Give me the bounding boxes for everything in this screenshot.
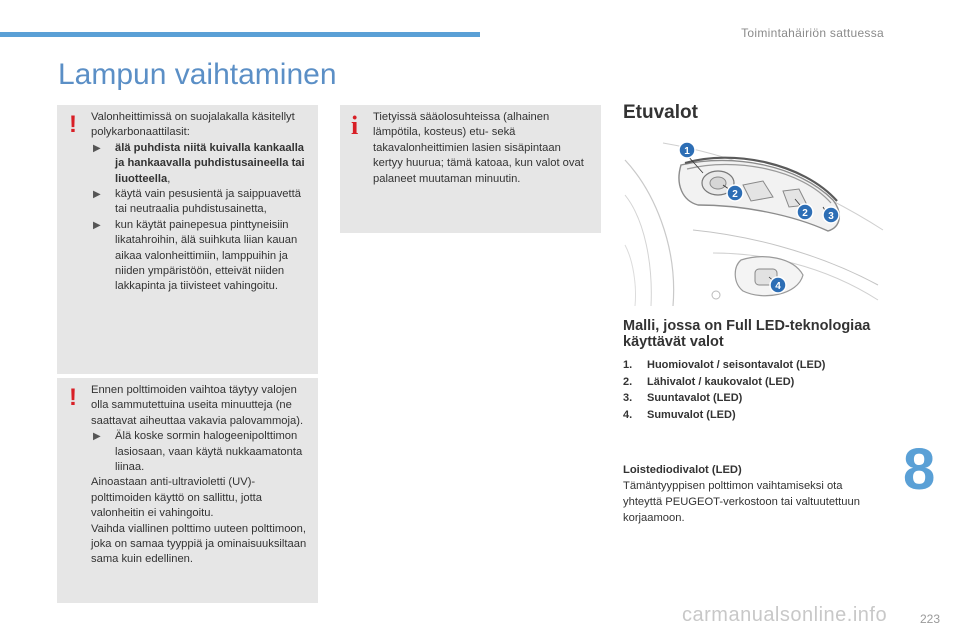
callout-3 [823,207,839,223]
bullet-arrow-icon: ▶ [93,189,101,201]
headlight-illustration [623,135,885,306]
callout-2 [797,204,813,220]
callout-1 [679,142,695,158]
warning-intro: Ennen polttimoiden vaihtoa täytyy valojen olla sammutettuina useita minuutteja (ne saattavat aiheuttaa vakavia palovammoja). [91,384,304,427]
list-item: 1. Huomiovalot / seisontavalot (LED) [623,359,826,371]
watermark: carmanualsonline.info [682,604,888,626]
led-note [623,462,863,526]
info-icon: i [351,111,359,140]
svg-text:1: 1 [684,146,690,157]
info-box-condensation [340,105,601,233]
exclamation-icon: ! [69,384,77,411]
bullet-suffix: , [167,172,171,185]
warning-paragraph: Ainoastaan anti-ultravioletti (UV)-polttimoiden käyttö on sallittu, jotta valonheitin ei vahingoitu. [91,476,263,520]
bullet-arrow-icon: ▶ [93,142,101,154]
list-item: 3. Suuntavalot (LED) [623,392,743,404]
led-note-title: Loistediodivalot (LED) [623,464,742,476]
bullet-text: Älä koske sormin halogeenipolttimon lasiosaan, vaan käytä nukkaamatonta liinaa. [115,430,303,474]
callout-2 [727,185,743,201]
warning-paragraph: Vaihda viallinen polttimo uuteen polttimoon, joka on samaa tyyppiä ja ominaisuuksiltaan sama kuin edellinen. [91,522,307,566]
led-note-text: Tämäntyyppisen polttimon vaihtamiseksi ota yhteyttä PEUGEOT-verkostoon tai valtuutettuun korjaamoon. [623,480,860,524]
chapter-number: 8 [903,437,936,502]
list-item: 4. Sumuvalot (LED) [623,408,736,421]
svg-text:3: 3 [828,211,834,222]
bullet-item [91,429,312,475]
warning-box-bulb-change [57,378,318,603]
bullet-text: kun käytät painepesua pinttyneisiin likatahroihin, älä suihkuta liian kauan aikaa valonheittimiin, lamppuihin ja niiden ympäristöön, etteivät niiden lakkapinta ja tiivisteet vahingoitu. [115,218,298,293]
warning-intro: Valonheittimissä on suojalakalla käsitellyt polykarbonaattilasit: [91,111,295,139]
lamp-list [623,357,883,423]
bullet-text: älä puhdista niitä kuivalla kankaalla ja hankaavalla puhdistusaineella tai liuotteella [115,141,305,185]
page-title: Lampun vaihtaminen [58,58,337,91]
bullet-text: käytä vain pesusientä ja saippuavettä tai neutraalia puhdistusainetta, [115,188,301,216]
exclamation-icon: ! [69,111,77,138]
svg-text:2: 2 [802,208,808,219]
bullet-item [91,141,312,187]
front-lights-heading: Etuvalot [623,102,698,123]
svg-text:4: 4 [775,281,781,292]
bullet-item [91,218,312,295]
list-item: 2. Lähivalot / kaukovalot (LED) [623,375,795,388]
header-accent-bar [0,32,480,37]
info-text: Tietyissä sääolosuhteissa (alhainen lämpötila, kosteus) etu- sekä takavalonheittimien lasien sisäpintaan kertyy huurua; tämä katoaa, kun valot ovat palaneet muutaman minuutin. [373,111,584,185]
warning-box-polycarbonate [57,105,318,374]
page-number: 223 [919,612,940,626]
full-led-subheading: Malli, jossa on Full LED-teknologiaa käyttävät valot [623,318,871,350]
bullet-arrow-icon: ▶ [93,219,101,231]
section-name: Toimintahäiriön sattuessa [741,26,884,40]
callout-4 [770,277,786,293]
bullet-arrow-icon: ▶ [93,431,101,443]
svg-text:2: 2 [732,189,738,200]
bullet-item [91,187,312,218]
